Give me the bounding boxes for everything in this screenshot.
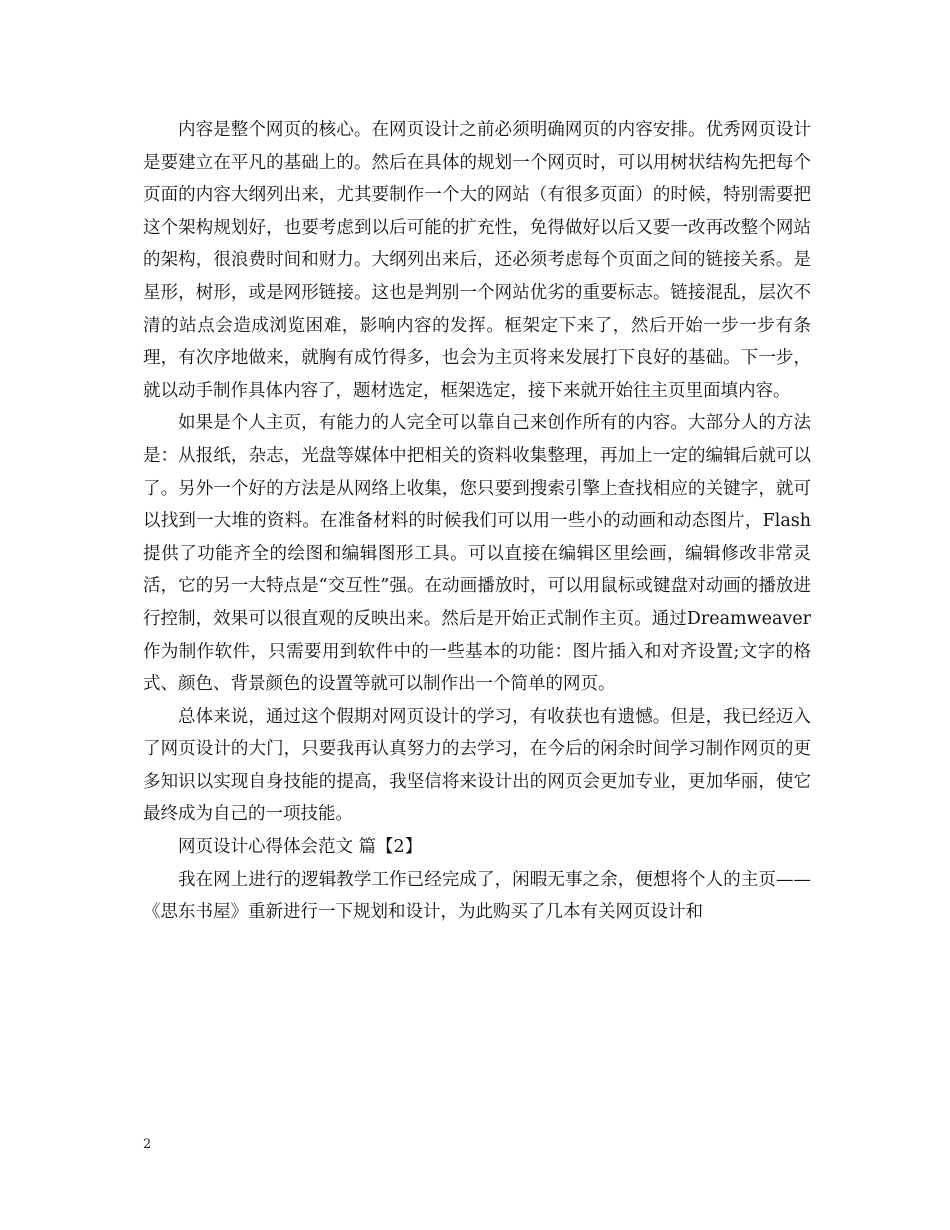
body-paragraph-4: 我在网上进行的逻辑教学工作已经完成了，闲暇无事之余，便想将个人的主页——《思东书屋》重新进行一下规划和设计，为此购买了几本有关网页设计和 <box>143 869 811 923</box>
body-paragraph-3: 总体来说，通过这个假期对网页设计的学习，有收获也有遗憾。但是，我已经迈入了网页设计的大门，只要我再认真努力的去学习，在今后的闲余时间学习制作网页的更多知识以实现自身技能的提高，我坚信将来设计出的网页会更加专业，更加华丽，使它最终成为自己的一项技能。 <box>143 706 811 825</box>
body-paragraph-2: 如果是个人主页，有能力的人完全可以靠自己来创作所有的内容。大部分人的方法是：从报纸，杂志，光盘等媒体中把相关的资料收集整理，再加上一定的编辑后就可以了。另外一个好的方法是从网络上收集，您只要到搜索引擎上查找相应的关键字，就可以找到一大堆的资料。在准备材料的时候我们可以用一些小的动画和动态图片，Flash提供了功能齐全的绘图和编辑图形工具。可以直接在编辑区里绘画，编辑修改非常灵活，它的另一大特点是“交互性”强。在动画播放时，可以用鼠标或键盘对动画的播放进行控制，效果可以很直观的反映出来。然后是开始正式制作主页。通过Dreamweaver作为制作软件，只需要用到软件中的一些基本的功能：图片插入和对齐设置;文字的格式、颜色、背景颜色的设置等就可以制作出一个简单的网页。 <box>143 413 811 695</box>
body-paragraph-1: 内容是整个网页的核心。在网页设计之前必须明确网页的内容安排。优秀网页设计是要建立在平凡的基础上的。然后在具体的规划一个网页时，可以用树状结构先把每个页面的内容大纲列出来，尤其要制作一个大的网站（有很多页面）的时候，特别需要把这个架构规划好，也要考虑到以后可能的扩充性，免得做好以后又要一改再改整个网站的架构，很浪费时间和财力。大纲列出来后，还必须考虑每个页面之间的链接关系。是星形，树形，或是网形链接。这也是判别一个网站优劣的重要标志。链接混乱，层次不清的站点会造成浏览困难，影响内容的发挥。框架定下来了，然后开始一步一步有条理，有次序地做来，就胸有成竹得多，也会为主页将来发展打下良好的基础。下一步，就以动手制作具体内容了，题材选定，框架选定，接下来就开始往主页里面填内容。 <box>143 120 811 401</box>
document-body <box>143 114 811 929</box>
page-number: 2 <box>143 1137 152 1152</box>
section-heading: 网页设计心得体会范文 篇【2】 <box>178 837 423 858</box>
